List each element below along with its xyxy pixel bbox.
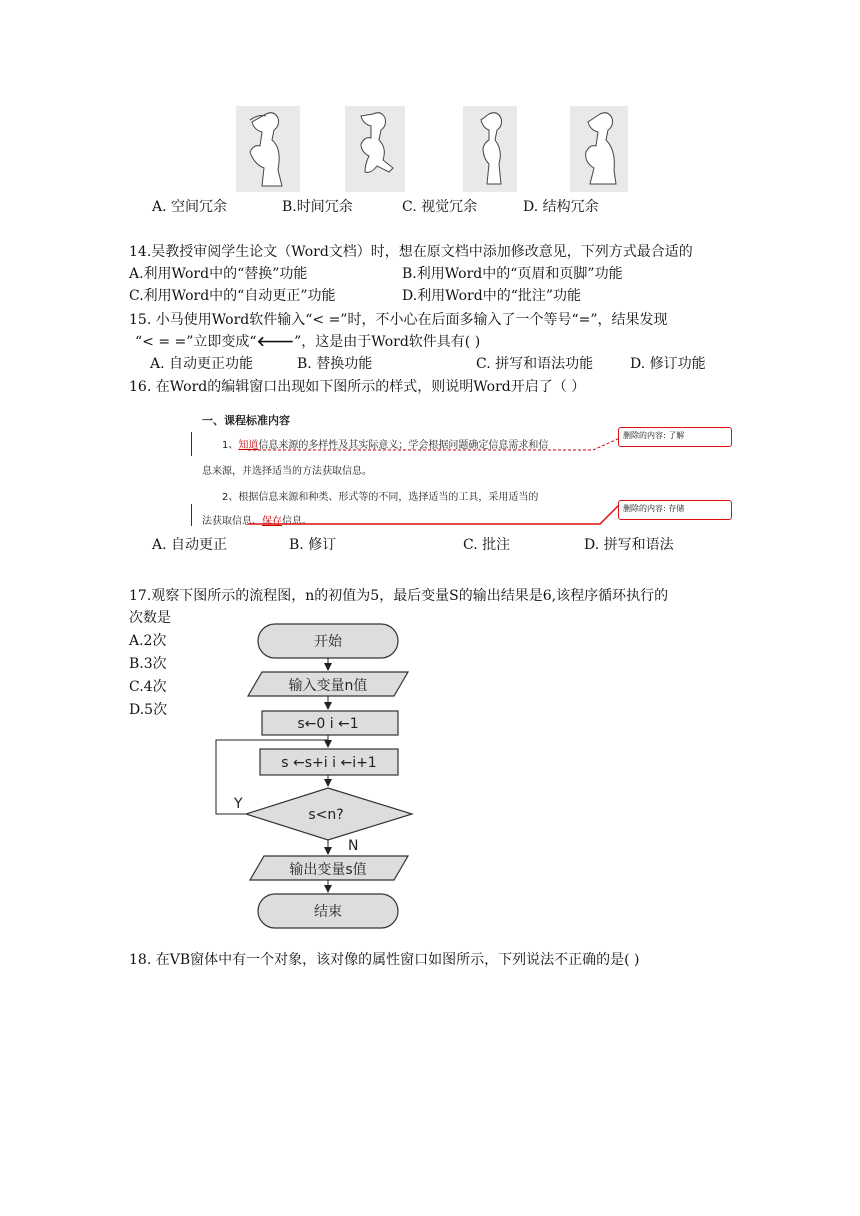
line1-prefix: 1、 xyxy=(222,440,239,451)
q17-option-b: B.3次 xyxy=(129,656,167,672)
q13-option-c: C. 视觉冗余 xyxy=(402,199,478,215)
flow-decision-label: s<n? xyxy=(308,807,344,823)
q16-option-a: A. 自动更正 xyxy=(152,537,228,553)
flowchart xyxy=(210,620,430,935)
line4-prefix: 法获取信息、 xyxy=(202,516,262,527)
left-arrow-icon: 🡐 xyxy=(256,334,295,350)
running-girl-image-b xyxy=(345,106,405,192)
q15-option-b: B. 替换功能 xyxy=(297,356,373,372)
q13-option-d: D. 结构冗余 xyxy=(523,199,599,215)
flow-output-label: 输出变量s值 xyxy=(289,862,367,878)
flow-start-label: 开始 xyxy=(314,634,342,650)
line4-suffix: 信息。 xyxy=(282,516,312,527)
q15-option-a: A. 自动更正功能 xyxy=(150,356,254,372)
deleted-text-1: 知道 xyxy=(238,440,259,451)
q15-stem-line2 xyxy=(135,332,480,352)
q17-option-a: A.2次 xyxy=(129,633,167,649)
q13-option-a: A. 空间冗余 xyxy=(152,199,228,215)
q14-option-c: C.利用Word中的“自动更正”功能 xyxy=(129,288,336,304)
q15-stem-line2-a: “< = =”立即变成“ xyxy=(135,334,257,350)
word-revision-screenshot xyxy=(188,404,736,532)
running-girl-image-c xyxy=(463,106,517,192)
deleted-text-2: 保存 xyxy=(262,516,282,527)
running-girl-image-d xyxy=(570,106,628,192)
flow-end-label: 结束 xyxy=(314,904,342,920)
flow-no-label: N xyxy=(348,838,359,854)
q18-stem: 18. 在VB窗体中有一个对象，该对像的属性窗口如图所示，下列说法不正确的是( ) xyxy=(129,952,640,968)
screenshot-line2: 息来源，并选择适当的方法获取信息。 xyxy=(202,466,372,477)
q13-option-b: B.时间冗余 xyxy=(282,199,353,215)
q15-stem-line1: 15. 小马使用Word软件输入“< =”时，不小心在后面多输入了一个等号“=”，结果发现 xyxy=(129,312,668,328)
q16-stem: 16. 在Word的编辑窗口出现如下图所示的样式，则说明Word开启了（ ） xyxy=(129,379,586,395)
q16-option-c: C. 批注 xyxy=(463,537,511,553)
q17-option-d: D.5次 xyxy=(129,702,168,718)
screenshot-line3: 2、根据信息来源和种类、形式等的不同，选择适当的工具，采用适当的 xyxy=(222,492,539,503)
running-girl-image-a xyxy=(236,106,300,192)
q17-stem-line1: 17.观察下图所示的流程图，n的初值为5，最后变量S的输出结果是6,该程序循环执行的 xyxy=(129,588,669,604)
q14-option-b: B.利用Word中的“页眉和页脚”功能 xyxy=(402,266,623,282)
q15-option-c: C. 拼写和语法功能 xyxy=(476,356,594,372)
flow-init-label: s←0 i ←1 xyxy=(297,716,359,732)
q15-stem-line2-b: ”，这是由于Word软件具有( ) xyxy=(294,334,481,350)
q16-option-b: B. 修订 xyxy=(289,537,337,553)
revision-balloon-2: 删除的内容: 存储 xyxy=(618,500,732,520)
revision-balloon-1: 删除的内容: 了解 xyxy=(618,427,732,447)
line1-rest: 信息来源的多样性及其实际意义；学会根据问题确定信息需求和信 xyxy=(258,440,549,451)
flow-input-label: 输入变量n值 xyxy=(288,678,368,694)
screenshot-heading: 一、课程标准内容 xyxy=(202,414,290,427)
q14-option-a: A.利用Word中的“替换”功能 xyxy=(129,266,308,282)
q15-option-d: D. 修订功能 xyxy=(630,356,706,372)
q16-option-d: D. 拼写和语法 xyxy=(584,537,674,553)
q17-stem-line2: 次数是 xyxy=(129,610,171,626)
q14-stem: 14.吴教授审阅学生论文（Word文档）时，想在原文档中添加修改意见，下列方式最合适的 xyxy=(129,244,693,260)
flow-body-label: s ←s+i i ←i+1 xyxy=(281,755,377,771)
flow-yes-label: Y xyxy=(234,796,243,812)
q17-option-c: C.4次 xyxy=(129,679,167,695)
q14-option-d: D.利用Word中的“批注”功能 xyxy=(402,288,582,304)
